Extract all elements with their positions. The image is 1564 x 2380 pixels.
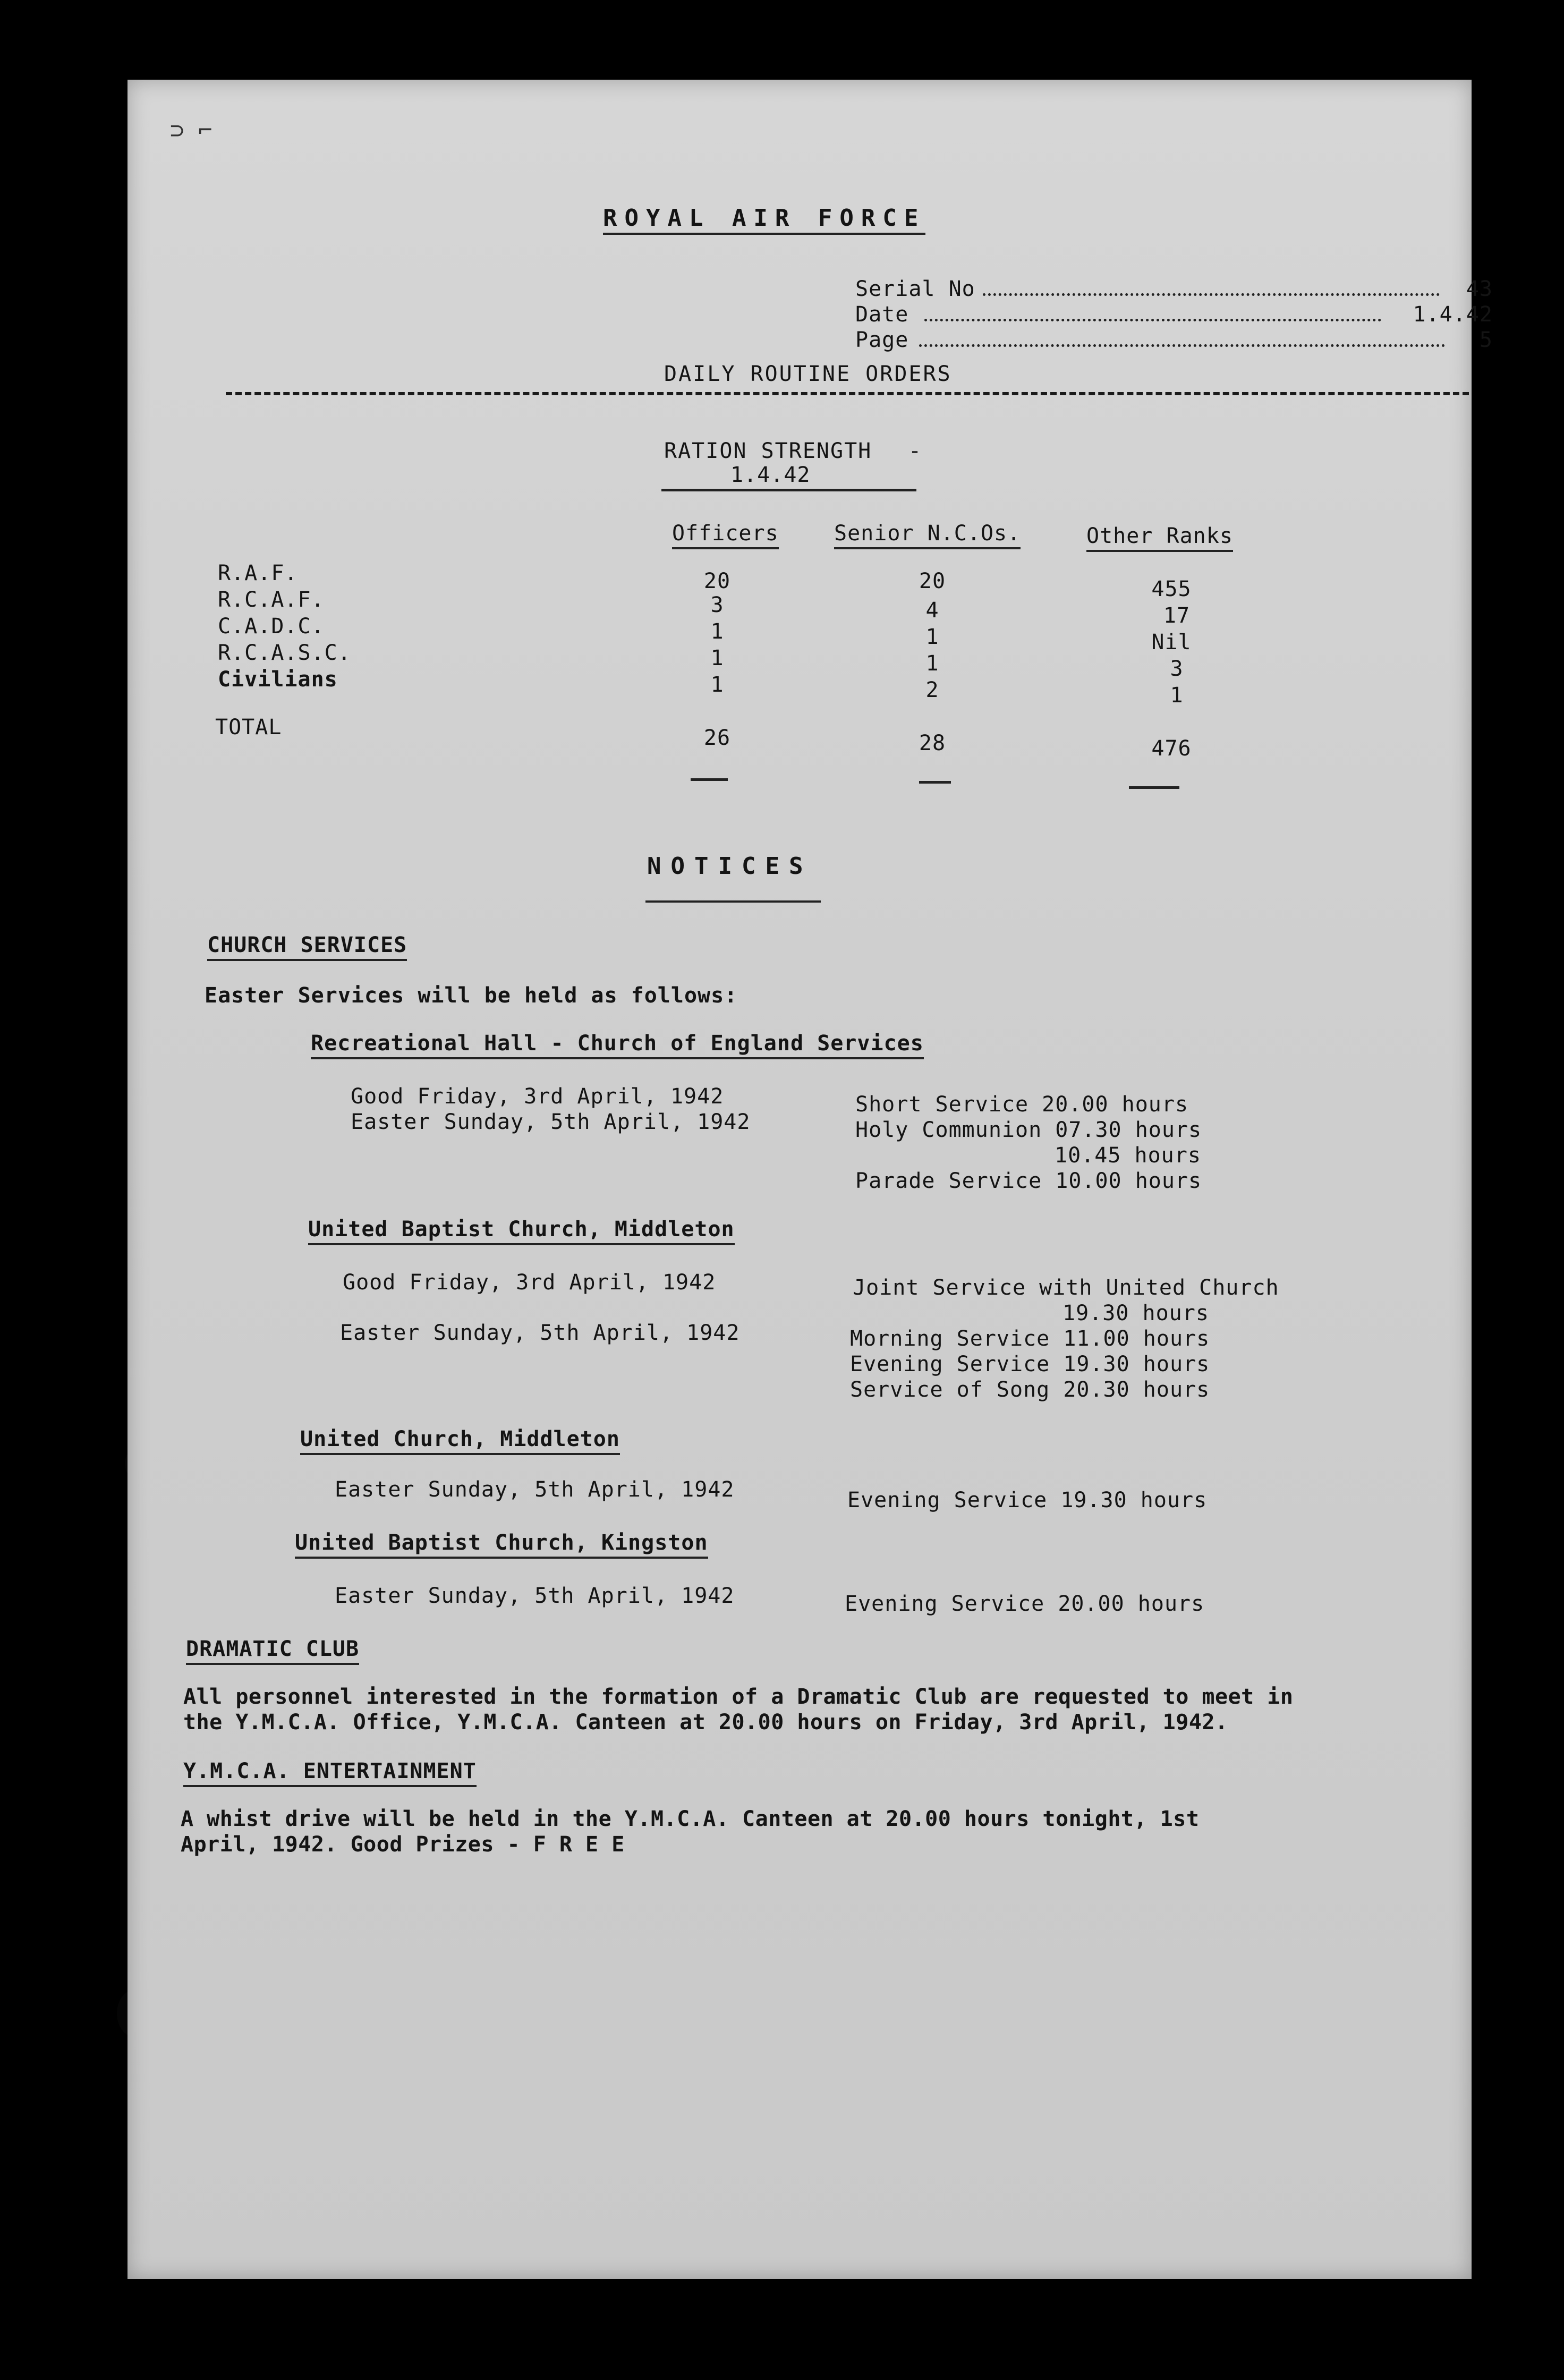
cell-others: 17 [1163, 604, 1191, 628]
service-time: Holy Communion 07.30 hours [855, 1118, 1202, 1142]
row-label: R.C.A.S.C. [218, 641, 351, 665]
cell-others: 455 [1151, 577, 1192, 601]
service-time: Short Service 20.00 hours [855, 1092, 1189, 1117]
service-time: Morning Service 11.00 hours [850, 1327, 1210, 1351]
ymca-text: April, 1942. Good Prizes - F R E E [181, 1832, 625, 1857]
service-time: Evening Service 19.30 hours [847, 1488, 1208, 1512]
document-title: ROYAL AIR FORCE [603, 205, 925, 235]
cell-officers: 3 [710, 593, 724, 617]
cell-ncos: 2 [925, 678, 939, 702]
cell-officers: 1 [710, 619, 724, 644]
cell-others: 1 [1170, 683, 1184, 708]
ration-date: 1.4.42 [730, 463, 811, 487]
total-others: 476 [1151, 736, 1192, 761]
date-value: 1.4.42 [1413, 302, 1493, 327]
cell-ncos: 4 [925, 598, 939, 623]
row-label: R.A.F. [218, 561, 298, 585]
uc-middleton-heading: United Church, Middleton [300, 1426, 620, 1455]
total-label: TOTAL [215, 715, 282, 740]
service-date: Good Friday, 3rd April, 1942 [343, 1270, 716, 1295]
cell-ncos: 1 [925, 651, 939, 676]
church-intro: Easter Services will be held as follows: [205, 983, 738, 1008]
service-time: 19.30 hours [1062, 1301, 1209, 1325]
cell-officers: 20 [703, 569, 731, 593]
ration-title: RATION STRENGTH [664, 439, 872, 463]
ymca-heading: Y.M.C.A. ENTERTAINMENT [183, 1758, 477, 1787]
service-date: Easter Sunday, 5th April, 1942 [351, 1110, 751, 1134]
service-date: Good Friday, 3rd April, 1942 [351, 1084, 724, 1109]
ration-underline [661, 489, 916, 491]
ymca-text: A whist drive will be held in the Y.M.C.A. Canteen at 20.00 hours tonight, 1st [181, 1807, 1200, 1831]
date-label: Date [855, 302, 909, 327]
total-officers: 26 [703, 726, 731, 750]
rec-hall-heading: Recreational Hall - Church of England Services [311, 1031, 924, 1059]
dramatic-text: All personnel interested in the formation of a Dramatic Club are requested to meet in [183, 1685, 1294, 1709]
dramatic-heading: DRAMATIC CLUB [186, 1636, 359, 1665]
corner-mark: ⊃ ⌐ [170, 117, 212, 144]
cell-ncos: 20 [919, 569, 946, 593]
notices-title: NOTICES [647, 853, 813, 880]
page-value: 5 [1479, 328, 1493, 352]
service-date: Easter Sunday, 5th April, 1942 [340, 1321, 740, 1345]
cell-others: 3 [1170, 657, 1184, 681]
service-time: Joint Service with United Church [853, 1276, 1279, 1300]
section-title: DAILY ROUTINE ORDERS [664, 362, 952, 386]
row-label: R.C.A.F. [218, 588, 325, 612]
serial-value: 43 [1466, 277, 1493, 301]
service-time: Parade Service 10.00 hours [855, 1169, 1202, 1193]
document-page [128, 80, 1493, 2279]
cell-officers: 1 [710, 673, 724, 697]
row-label: Civilians [218, 667, 338, 692]
column-other-ranks: Other Ranks [1086, 523, 1233, 552]
serial-label: Serial No [855, 277, 975, 301]
service-time: 10.45 hours [1055, 1143, 1201, 1168]
service-time: Evening Service 20.00 hours [845, 1592, 1205, 1616]
column-senior-ncos: Senior N.C.Os. [834, 521, 1021, 549]
notices-underline [645, 900, 821, 903]
page-label: Page [855, 328, 909, 352]
cell-others: Nil [1151, 630, 1192, 654]
header-rule [226, 392, 1469, 395]
total-rule [1129, 786, 1179, 789]
service-time: Evening Service 19.30 hours [850, 1352, 1210, 1376]
cell-ncos: 1 [925, 625, 939, 649]
total-rule [919, 781, 951, 784]
ration-dash: - [908, 439, 922, 463]
church-heading: CHURCH SERVICES [207, 932, 407, 961]
total-ncos: 28 [919, 731, 946, 755]
ubc-kingston-heading: United Baptist Church, Kingston [295, 1530, 708, 1559]
total-rule [691, 778, 728, 781]
service-time: Service of Song 20.30 hours [850, 1378, 1210, 1402]
ubc-middleton-heading: United Baptist Church, Middleton [308, 1217, 735, 1245]
dramatic-text: the Y.M.C.A. Office, Y.M.C.A. Canteen at 20.00 hours on Friday, 3rd April, 1942. [183, 1710, 1228, 1735]
service-date: Easter Sunday, 5th April, 1942 [335, 1477, 735, 1502]
service-date: Easter Sunday, 5th April, 1942 [335, 1584, 735, 1608]
column-officers: Officers [672, 521, 779, 549]
cell-officers: 1 [710, 646, 724, 670]
row-label: C.A.D.C. [218, 614, 325, 639]
